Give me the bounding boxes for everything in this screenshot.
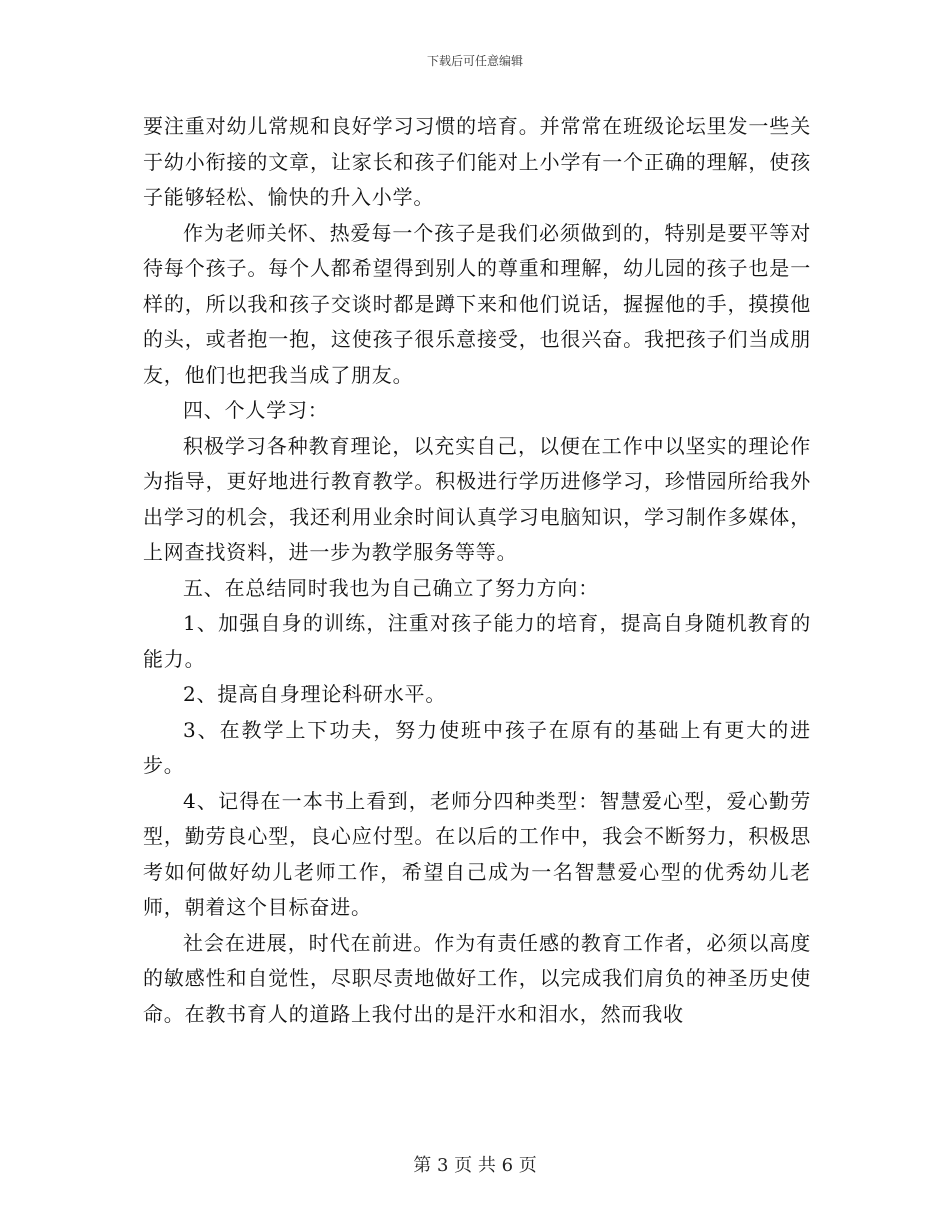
paragraph-teacher-care: 作为老师关怀、热爱每一个孩子是我们必须做到的，特别是要平等对待每个孩子。每个人都希望得到别人的尊重和理解，幼儿园的孩子也是一样的，所以我和孩子交谈时都是蹲下来和他们说话，握握他的手，摸摸他的头，或者抱一抱，这使孩子很乐意接受，也很兴奋。我把孩子们当成朋友，他们也把我当成了朋友。 — [143, 220, 811, 387]
page-header: 下载后可任意编辑 — [426, 54, 523, 68]
page-number-label: 第 3 页 共 6 页 — [413, 1155, 537, 1176]
paragraph-conclusion: 社会在进展，时代在前进。作为有责任感的教育工作者，必须以高度的敏感性和自觉性，尽职尽责地做好工作，以完成我们肩负的神圣历史使命。在教书育人的道路上我付出的是汗水和泪水，然而我收 — [143, 930, 811, 1026]
list-item-1: 1、加强自身的训练，注重对孩子能力的培育，提高自身随机教育的能力。 — [143, 611, 811, 671]
paragraph-continuation: 要注重对幼儿常规和良好学习习惯的培育。并常常在班级论坛里发一些关于幼小衔接的文章，让家长和孩子们能对上小学有一个正确的理解，使孩子能够轻松、愉快的升入小学。 — [143, 114, 811, 209]
section-heading-direction: 五、在总结同时我也为自己确立了努力方向： — [183, 575, 599, 600]
paragraph-personal-study: 积极学习各种教育理论，以充实自己，以便在工作中以坚实的理论作为指导，更好地进行教育教学。积极进行学历进修学习，珍惜园所给我外出学习的机会，我还利用业余时间认真学习电脑知识，学习制作多媒体，上网查找资料，进一步为教学服务等等。 — [143, 433, 811, 564]
list-item-2: 2、提高自身理论科研水平。 — [183, 682, 447, 706]
list-item-4: 4、记得在一本书上看到，老师分四种类型：智慧爱心型，爱心勤劳型，勤劳良心型，良心应付型。在以后的工作中，我会不断努力，积极思考如何做好幼儿老师工作，希望自己成为一名智慧爱心型的优秀幼儿老师，朝着这个目标奋进。 — [143, 788, 811, 919]
document-body — [143, 109, 811, 1032]
section-heading-personal-study: 四、个人学习： — [183, 398, 329, 422]
page-footer — [0, 1155, 950, 1177]
list-item-3: 3、在教学上下功夫，努力使班中孩子在原有的基础上有更大的进步。 — [143, 717, 811, 777]
